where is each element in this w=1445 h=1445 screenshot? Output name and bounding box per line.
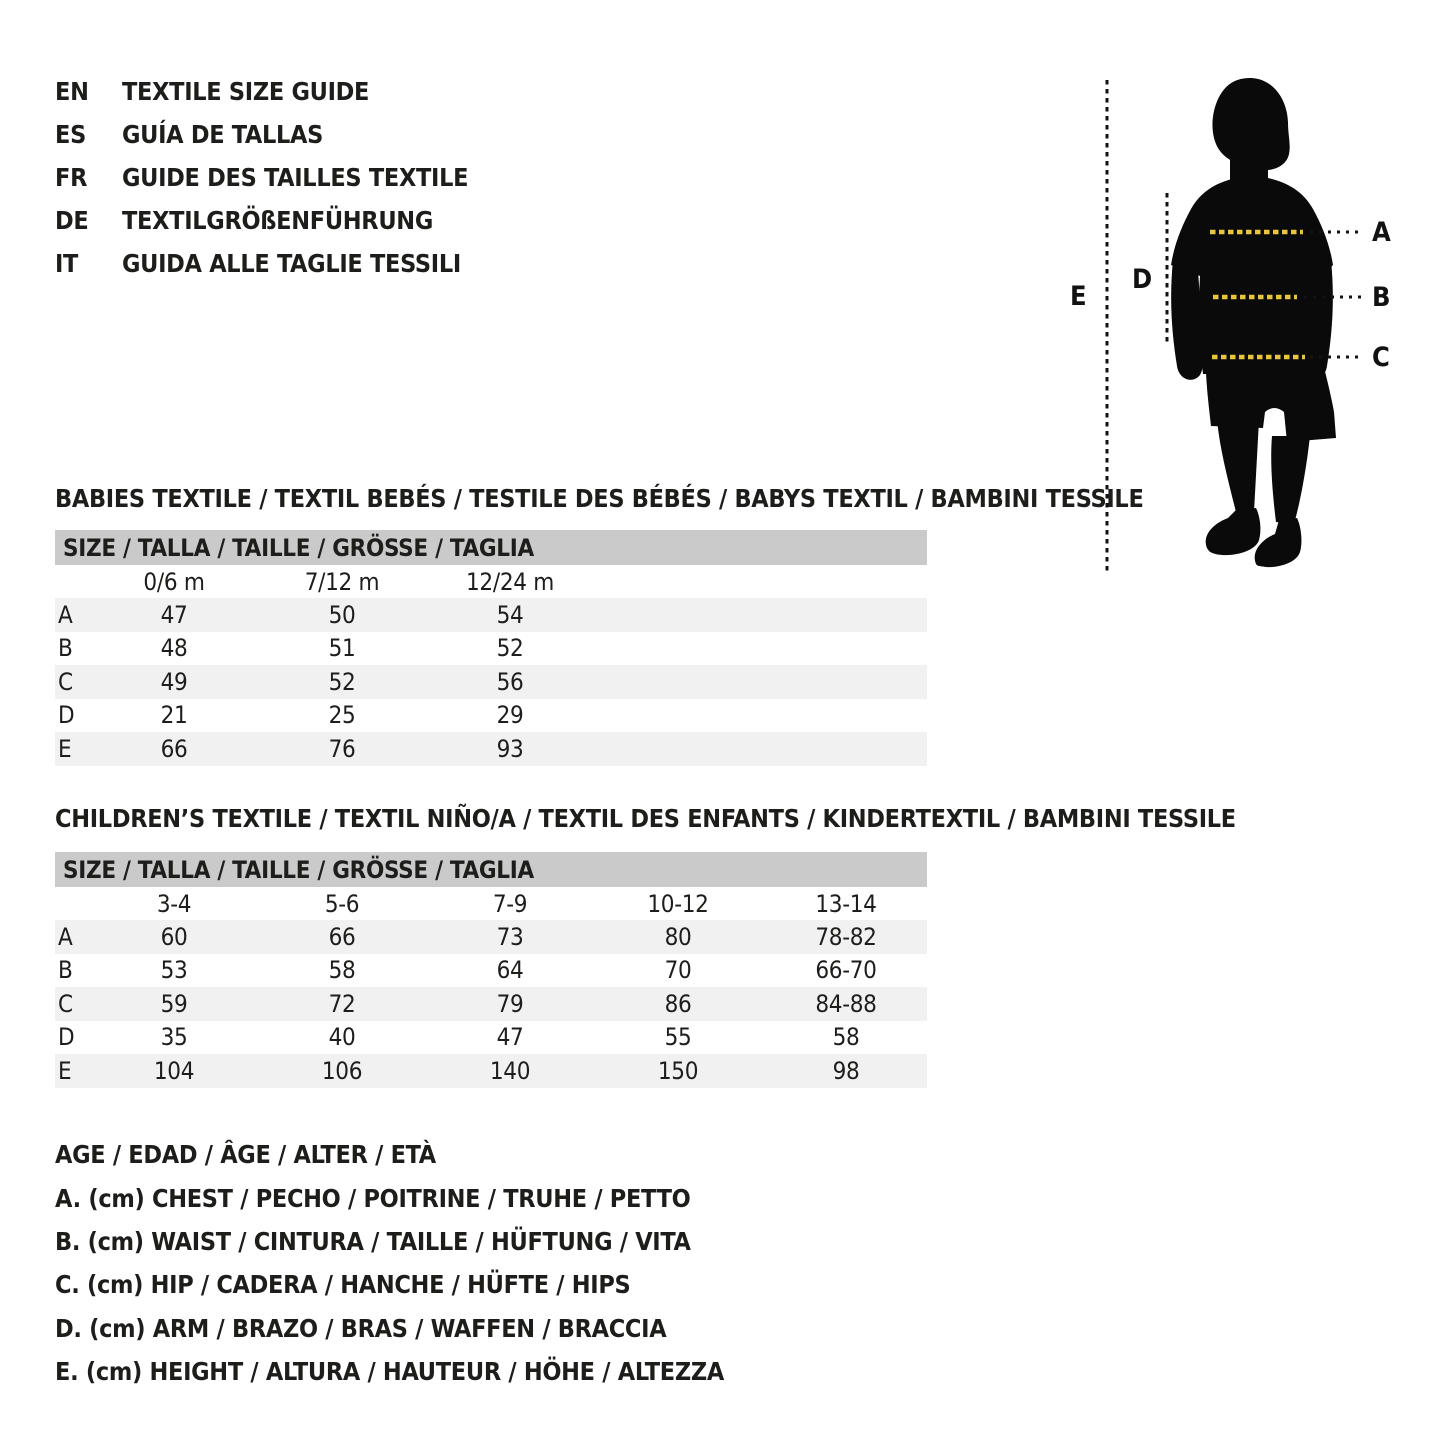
measure-label-c: C [1372, 342, 1390, 373]
language-code: DE [55, 206, 89, 235]
column-header-row [55, 565, 927, 598]
silhouette-left-leg [1217, 420, 1259, 512]
size-header-bar: SIZE / TALLA / TAILLE / GRÖSSE / TAGLIA [55, 530, 927, 565]
table-row [55, 954, 927, 988]
language-title: GUIDE DES TAILLES TEXTILE [122, 163, 469, 192]
language-row [55, 70, 468, 113]
table-row [55, 1021, 927, 1055]
table-row [55, 699, 927, 733]
table-row [55, 665, 927, 699]
table-cell: 66 [328, 922, 356, 951]
language-code: FR [55, 163, 88, 192]
table-cell: 48 [160, 634, 188, 663]
babies-size-table [55, 530, 927, 766]
table-cell: 52 [496, 634, 524, 663]
legend-line-waist: B. (cm) WAIST / CINTURA / TAILLE / HÜFTUNG / VITA [55, 1226, 691, 1256]
table-cell: 51 [328, 634, 356, 663]
table-cell: 47 [496, 1023, 524, 1052]
column-header: 3-4 [156, 889, 192, 918]
column-header: 5-6 [324, 889, 360, 918]
legend-line-height: E. (cm) HEIGHT / ALTURA / HAUTEUR / HÖHE / ALTEZZA [55, 1357, 724, 1387]
column-header: 10-12 [647, 889, 709, 918]
measure-label-b: B [1372, 282, 1391, 313]
language-row [55, 199, 468, 242]
legend-line-arm: D. (cm) ARM / BRAZO / BRAS / WAFFEN / BRACCIA [55, 1313, 667, 1343]
table-cell: 64 [496, 956, 524, 985]
row-label: C [58, 989, 73, 1018]
legend-line-chest: A. (cm) CHEST / PECHO / POITRINE / TRUHE / PETTO [55, 1183, 691, 1213]
table-row [55, 632, 927, 666]
measure-line-d [1132, 193, 1167, 345]
table-cell: 78-82 [815, 922, 877, 951]
table-row [55, 1054, 927, 1088]
table-cell: 21 [160, 701, 188, 730]
table-cell: 49 [160, 667, 188, 696]
table-cell: 59 [160, 989, 188, 1018]
table-row [55, 920, 927, 954]
silhouette-right-shoe [1255, 518, 1302, 567]
table-cell: 60 [160, 922, 188, 951]
table-cell: 56 [496, 667, 524, 696]
column-header: 12/24 m [465, 567, 554, 596]
table-cell: 55 [664, 1023, 692, 1052]
table-cell: 66-70 [815, 956, 877, 985]
child-silhouette [1171, 78, 1336, 567]
measurement-legend [55, 1133, 724, 1393]
language-title: TEXTILE SIZE GUIDE [122, 77, 370, 106]
table-cell: 150 [657, 1056, 699, 1085]
table-cell: 58 [328, 956, 356, 985]
table-cell: 98 [832, 1056, 860, 1085]
table-cell: 86 [664, 989, 692, 1018]
table-cell: 53 [160, 956, 188, 985]
table-row [55, 598, 927, 632]
language-title: GUÍA DE TALLAS [122, 120, 324, 149]
row-label: D [58, 701, 75, 730]
table-cell: 80 [664, 922, 692, 951]
babies-table-title: BABIES TEXTILE / TEXTIL BEBÉS / TESTILE DES BÉBÉS / BABYS TEXTIL / BAMBINI TESSILE [55, 484, 1144, 513]
table-row [55, 987, 927, 1021]
row-label: A [58, 600, 73, 629]
language-title: TEXTILGRÖßENFÜHRUNG [122, 206, 433, 235]
table-cell: 72 [328, 989, 356, 1018]
table-cell: 29 [496, 701, 524, 730]
table-cell: 40 [328, 1023, 356, 1052]
table-cell: 93 [496, 734, 524, 763]
table-cell: 76 [328, 734, 356, 763]
language-row [55, 113, 468, 156]
row-label: E [58, 734, 72, 763]
legend-line-hip: C. (cm) HIP / CADERA / HANCHE / HÜFTE / HIPS [55, 1270, 631, 1300]
row-label: E [58, 1056, 72, 1085]
language-row [55, 156, 468, 199]
row-label: C [58, 667, 73, 696]
column-header-row [55, 887, 927, 920]
column-header: 0/6 m [143, 567, 205, 596]
column-header: 7-9 [492, 889, 528, 918]
children-size-table [55, 852, 927, 1088]
table-cell: 66 [160, 734, 188, 763]
table-cell: 35 [160, 1023, 188, 1052]
language-code: IT [55, 249, 79, 278]
legend-line-age: AGE / EDAD / ÂGE / ALTER / ETÀ [55, 1140, 436, 1170]
table-cell: 79 [496, 989, 524, 1018]
language-code: ES [55, 120, 86, 149]
size-measurement-figure [1060, 60, 1445, 600]
table-cell: 50 [328, 600, 356, 629]
table-row [55, 732, 927, 766]
measure-label-d: D [1132, 264, 1152, 295]
table-cell: 70 [664, 956, 692, 985]
row-label: D [58, 1023, 75, 1052]
table-cell: 58 [832, 1023, 860, 1052]
language-row [55, 242, 468, 285]
table-cell: 54 [496, 600, 524, 629]
row-label: B [58, 634, 73, 663]
table-cell: 73 [496, 922, 524, 951]
language-title-block [55, 70, 468, 285]
row-label: B [58, 956, 73, 985]
silhouette-left-shoe [1206, 508, 1261, 555]
table-cell: 140 [489, 1056, 531, 1085]
table-cell: 47 [160, 600, 188, 629]
language-code: EN [55, 77, 89, 106]
table-cell: 52 [328, 667, 356, 696]
table-cell: 84-88 [815, 989, 877, 1018]
column-header: 7/12 m [304, 567, 380, 596]
children-table-title: CHILDREN’S TEXTILE / TEXTIL NIÑO/A / TEXTIL DES ENFANTS / KINDERTEXTIL / BAMBINI TESSILE [55, 804, 1236, 833]
silhouette-right-leg [1271, 436, 1310, 524]
row-label: A [58, 922, 73, 951]
language-title: GUIDA ALLE TAGLIE TESSILI [122, 249, 461, 278]
silhouette-left-arm [1171, 260, 1203, 380]
size-header-bar: SIZE / TALLA / TAILLE / GRÖSSE / TAGLIA [55, 852, 927, 887]
table-cell: 104 [153, 1056, 195, 1085]
table-cell: 106 [321, 1056, 363, 1085]
table-cell: 25 [328, 701, 356, 730]
column-header: 13-14 [815, 889, 877, 918]
measure-label-a: A [1372, 217, 1391, 248]
measure-label-e: E [1070, 281, 1087, 312]
